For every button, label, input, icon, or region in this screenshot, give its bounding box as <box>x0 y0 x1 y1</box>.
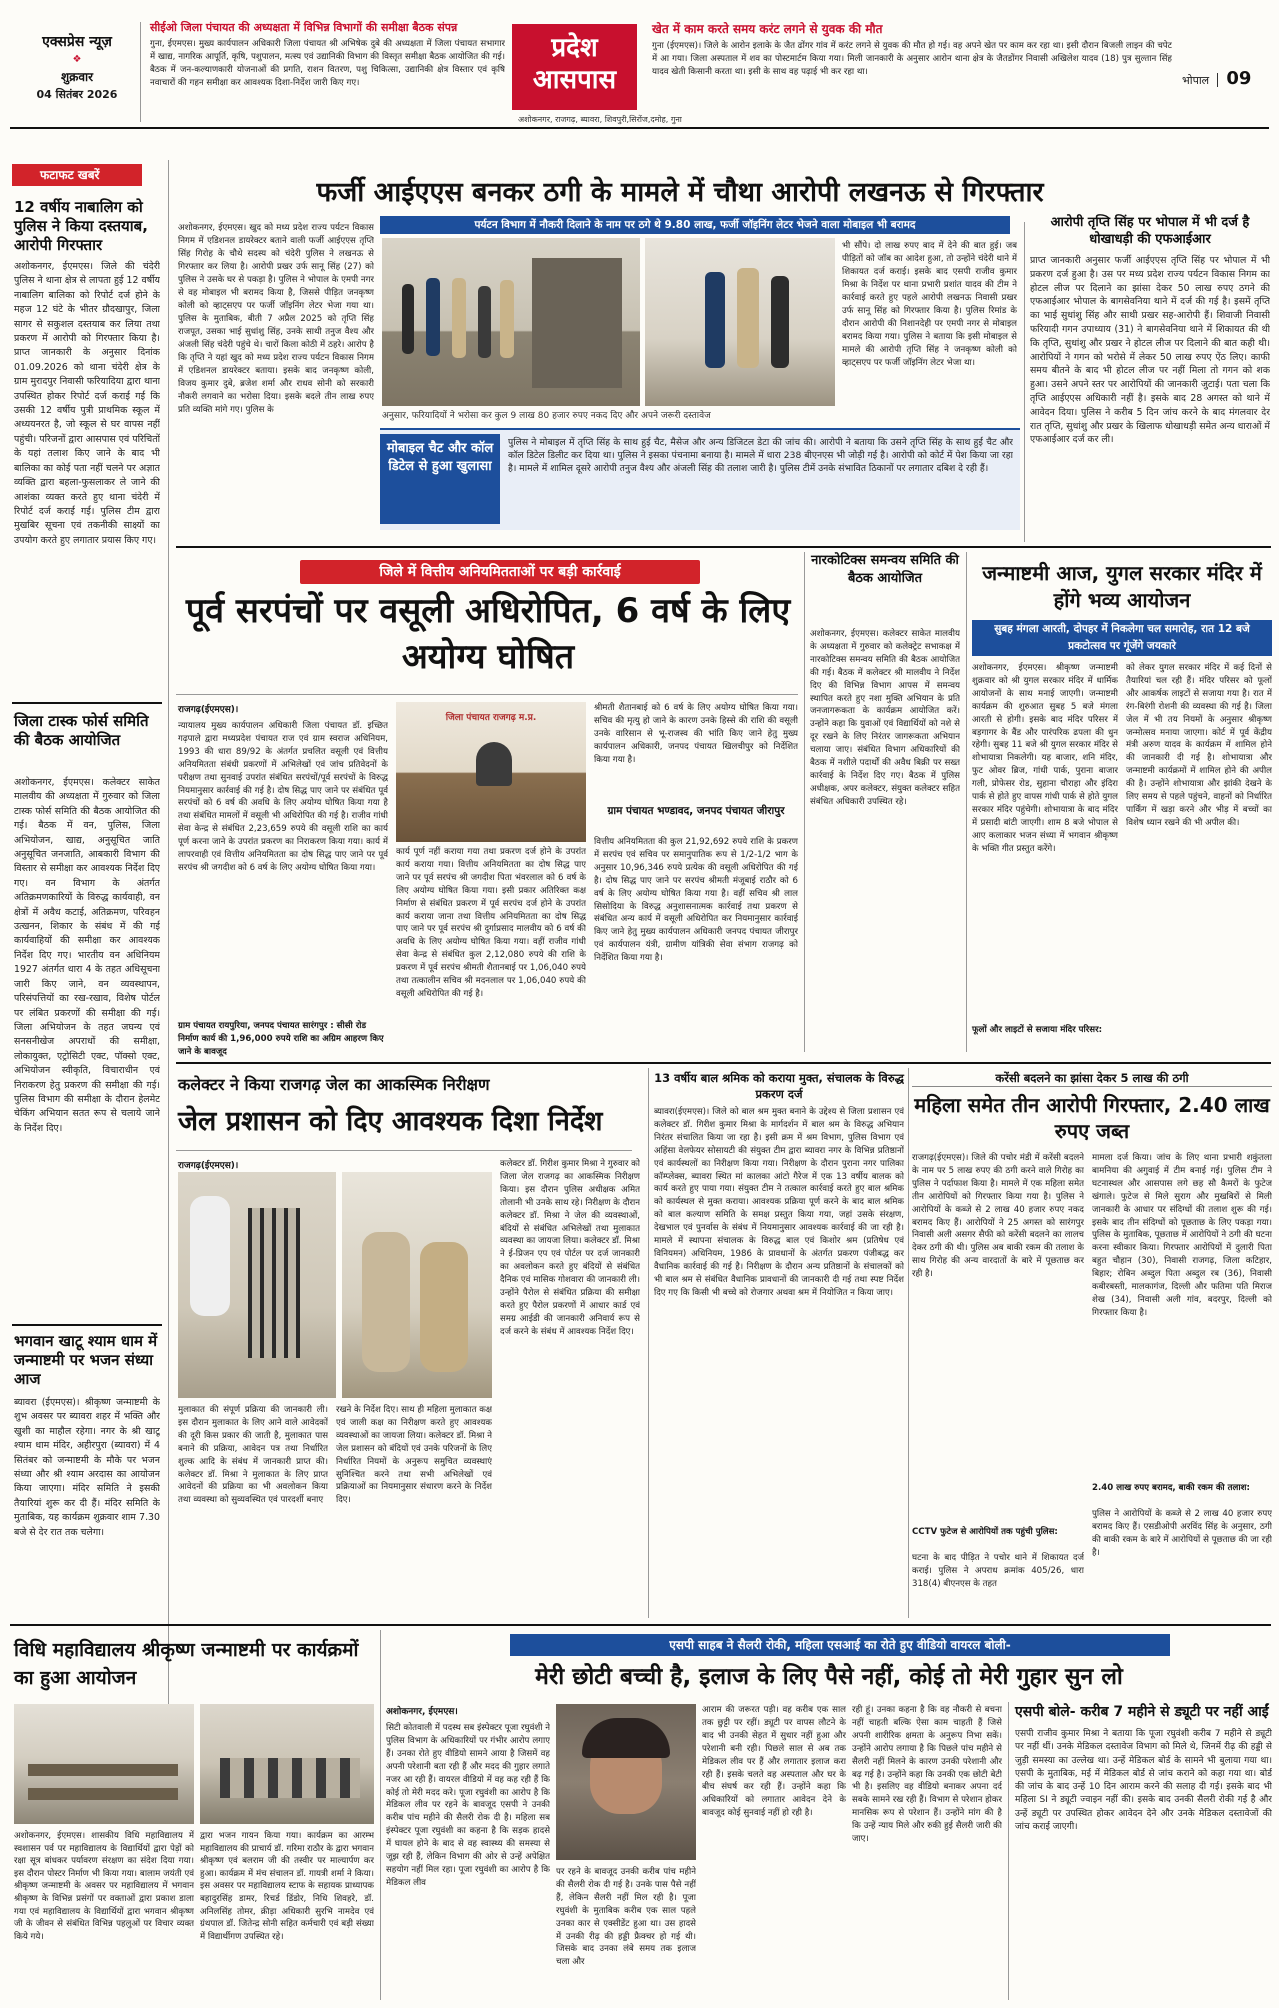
sidebar-story3-text: ब्यावरा (ईएमएस)। श्रीकृष्ण जन्माष्टमी के शुभ अवसर पर ब्यावरा शहर में भक्ति और खुशी का माहौल रहेगा। नगर के श्री खाटू श्याम धाम मंदिर, अहीरपुरा (ब्यावरा) में 4 सितंबर को जन्माष्टमी के मौके पर भजन संध्या और श्री श्याम अरदास का आयोजन किया जाएगा। मंदिर समिति ने इसकी तैयारियां शुरू कर दी हैं। मंदिर समिति के मुताबिक, यह कार्यक्रम शुक्रवार शाम 7.30 बजे से देर रात तक चलेगा। <box>14 1397 160 1538</box>
fraud-col1: राजगढ़(ईएमएस)। जिले की पचोर मंडी में करेंसी बदलने के नाम पर 5 लाख रुपए की ठगी करने वाले गिरोह का पुलिस ने पर्दाफाश किया है। मामले में एक महिला समेत तीन आरोपियों को गिरफ्तार किया गया है। पुलिस ने आरोपियों के कब्जे से 2 लाख 40 हजार रुपए नकद बरामद किए हैं। आरोपियों ने 25 अगस्त को सारंगपुर निवासी अली असगर सैफी को करेंसी बदलने का लालच देकर ठगी की थी। पुलिस अब बाकी रकम की तलाश के साथ गिरोह की अन्य वारदातों के बारे में पूछताछ कर रही है। <box>912 1153 1084 1280</box>
lead-side-text: प्राप्त जानकारी अनुसार फर्जी आईएएस तृप्ति सिंह पर भोपाल में भी प्रकरण दर्ज हुआ है। उस पर मध्य प्रदेश राज्य पर्यटन विकास निगम का होटल लीज पर दिलाने का झांसा देकर 50 लाख रुपए ठगने की एफआईआर भोपाल के बागसेवनिया थाने में दर्ज की गई है। इसमें तृप्ति का भाई सुधांशु सिंह और साथी प्रखर सह-आरोपी हैं। शिवाजी निवासी फरियादी गगन उपाध्याय (31) ने बागसेवनिया थाने में शिकायत की थी कि तृप्ति, सुधांशु और प्रखर ने होटल लीज पर दिलाने की बात कही थी। आरोपियों ने गगन को भरोसे में लेकर 50 लाख रुपए ऐंठ लिए। काफी समय बीतने के बाद भी होटल लीज पर नहीं मिला तो गगन को शक हुआ। उसने अपने स्तर पर आरोपियों की जानकारी जुटाई। पता चला कि तृप्ति आईएएस अधिकारी नहीं है। इसके बाद 28 अगस्त को थाने में आवेदन दिया। पुलिस ने करीब 5 दिन जांच करने के बाद मंगलवार देर रात तृप्ति, सुधांशु और प्रखर के खिलाफ धोखाधड़ी समेत अन्य धाराओं में एफआईआर दर्ज कर ली। <box>1030 255 1270 446</box>
lead-side-head: आरोपी तृप्ति सिंह पर भोपाल में भी दर्ज है धोखाधड़ी की एफआईआर <box>1050 215 1250 247</box>
top-left-brief <box>150 20 505 116</box>
district-list: अशोकनगर, राजगढ़, ब्यावरा, शिवपुरी,सिरोंज,दमोह, गुना <box>518 115 682 124</box>
issue-date: 04 सितंबर 2026 <box>36 88 118 101</box>
viral-box-text: एसपी राजीव कुमार मिश्रा ने बताया कि पूजा रघुवंशी करीब 7 महीने से ड्यूटी पर नहीं थीं। उनके मेडिकल दस्तावेज विभाग को मिले थे, जिनमें रीढ़ की हड्डी से जुड़ी समस्या का उल्लेख था। उन्हें मेडिकल बोर्ड के सामने भी बुलाया गया था। एसपी के मुताबिक, मई में मेडिकल बोर्ड से जांच कराने को कहा गया था। बोर्ड की जांच के बाद उन्हें 10 दिन आराम करने की सलाह दी गई। इसके बाद भी महिला SI ने ड्यूटी ज्वाइन नहीं की। इसके बाद उनकी सैलरी रोकी गई है और उन्हें ड्यूटी पर उपस्थित होकर आवेदन देने और उनके मेडिकल दस्तावेजों की जांच कराई जाएगी। <box>1015 1729 1272 1833</box>
left-sidebar <box>12 164 162 1824</box>
viral-col3: आराम की जरूरत पड़ी। वह करीब एक साल तक छुट्टी पर रहीं। ड्यूटी पर वापस लौटने के बाद भी उनकी सेहत में सुधार नहीं हुआ और परेशानी बनी रही। पिछले साल से अब तक मेडिकल लीव पर हैं और लगातार इलाज करा रही हैं। इसके चलते वह अस्पताल और घर के बीच संघर्ष कर रही हैं। उन्होंने कहा कि अधिकारियों को लगातार आवेदन देने के बावजूद कोई सुनवाई नहीं हो रही है। <box>702 1705 846 1819</box>
law-headline: विधि महाविद्यालय श्रीकृष्ण जन्माष्टमी पर कार्यक्रमों का हुआ आयोजन <box>14 1639 359 1689</box>
top-left-brief-head: सीईओ जिला पंचायत की अध्यक्षता में विभिन्न विभागों की समीक्षा बैठक संपन्न <box>150 21 458 34</box>
lead-strap: पर्यटन विभाग में नौकरी दिलाने के नाम पर ठगे थे 9.80 लाख, फर्जी जॉइनिंग लेटर भेजने वाला मोबाइल भी बरामद <box>380 216 1010 234</box>
viral-col4: रही हूं। उनका कहना है कि वह नौकरी से बचना नहीं चाहती बल्कि ऐसा काम चाहती हैं जिसे अपनी शारीरिक क्षमता के अनुरूप निभा सकें। उन्होंने आरोप लगाया है कि पिछले पांच महीने से सैलरी नहीं मिलने के कारण उनकी परेशानी और बढ़ गई है। उन्होंने कहा कि उनकी एक छोटी बेटी भी है। इसलिए वह वीडियो बनाकर अपना दर्द सबके सामने रख रही हैं। विभाग से परेशान होकर मानसिक रूप से परेशान हैं। उन्होंने मांग की है कि उन्हें न्याय मिले और रुकी हुई सैलरी जारी की जाए। <box>852 1705 1002 1845</box>
jail-col3: रखने के निर्देश दिए। साथ ही महिला मुलाकात कक्ष एवं जाली कक्ष का निरीक्षण करते हुए आवश्यक व्यवस्थाओं का जायजा लिया। कलेक्टर डॉ. मिश्रा ने जेल प्रशासन को बंदियों एवं उनके परिजनों के लिए निर्धारित नियमों के अनुरूप समुचित व्यवस्थाएं सुनिश्चित करने तथा सभी अभिलेखों एवं प्रक्रियाओं का नियमानुसार संधारण करने के निर्देश दिए। <box>336 1405 492 1506</box>
lead-photo <box>382 238 640 406</box>
sarpanch-headline: पूर्व सरपंचों पर वसूली अधिरोपित, 6 वर्ष के लिए अयोग्य घोषित <box>185 591 791 677</box>
top-right-brief-text: गुना (ईएमएस)। जिले के आरोन इलाके के जैत ढोंगर गांव में करंट लगने से युवक की मौत हो गई। वह अपने खेत पर काम कर रहा था। इसी दौरान बिजली लाइन की चपेट में आ गया। जिला अस्पताल में शव का पोस्टमार्टम किया गया। मिली जानकारी के अनुसार आरोन थाना क्षेत्र के जैतडोंगर निवासी अखिलेश यादव (18) पुत्र सुल्तान सिंह यादव खेती किसानी करता था। इसी के साथ वह पढ़ाई भी कर रहा था। <box>652 41 1172 77</box>
top-right-brief <box>652 20 1172 118</box>
viral-dateline: अशोकनगर, ईएमएस। <box>386 1707 458 1717</box>
masthead <box>0 0 1279 128</box>
law-photo-2 <box>200 1704 374 1824</box>
sarpanch-col3: श्रीमती शैतानबाई को 6 वर्ष के लिए अयोग्य घोषित किया गया। सचिव की मृत्यु हो जाने के कारण उनके हिस्से की राशि की वसूली उनके वारिसान से भू-राजस्व की भांति किए जाने हेतु मुख्य कार्यपालन अधिकारी, जनपद पंचायत खिलचीपुर को निर्देशित किया गया है। <box>594 703 798 765</box>
sarpanch-kicker: जिले में वित्तीय अनियमितताओं पर बड़ी कार्रवाई <box>300 560 700 584</box>
lead-photo-2 <box>645 238 835 406</box>
viral-col1: सिटी कोतवाली में पदस्थ सब इंस्पेक्टर पूजा रघुवंशी ने पुलिस विभाग के अधिकारियों पर गंभीर आरोप लगाए हैं। उनका रोते हुए वीडियो सामने आया है जिसमें वह अपनी परेशानी बता रही हैं और मदद की गुहार लगाते नजर आ रही हैं। वायरल वीडियो में वह कह रही हैं कि कोई तो मेरी मदद करे। पूजा रघुवंशी का आरोप है कि मेडिकल लीव पर रहने के बावजूद एसपी ने उनकी करीब पांच महीने की सैलरी रोक दी है। महिला सब इंस्पेक्टर पूजा रघुवंशी का कहना है कि सड़क हादसे में घायल होने के बाद से वह स्वास्थ्य की समस्या से जूझ रही हैं, लेकिन विभाग की ओर से उन्हें अपेक्षित सहयोग नहीं मिल रहा। पूजा रघुवंशी का आरोप है कि मेडिकल लीव <box>386 1723 550 1888</box>
lead-box-label: मोबाइल चैट और कॉल डिटेल से हुआ खुलासा <box>380 434 500 524</box>
janmashtami-text2: को लेकर युगल सरकार मंदिर में कई दिनों से तैयारियां चल रही हैं। मंदिर परिसर को फूलों और आकर्षक लाइटों से सजाया गया है। रात में रंग-बिरंगी रोशनी की व्यवस्था की गई है। जिला जेल में भी तय नियमों के अनुसार श्रीकृष्ण जन्मोत्सव मनाया जाएगा। कोर्ट में पूर्व केंद्रीय मंत्री अरुण यादव के कार्यक्रम में शामिल होने की जानकारी दी गई है। शोभायात्रा और जन्माष्टमी कार्यक्रमों में शामिल होने की अपील की है। उन्होंने शोभायात्रा और झांकी देखने के लिए समय से पहले पहुंचने, वाहनों को निर्धारित पार्किंग में खड़ा करने और भीड़ में बच्चों का विशेष ध्यान रखने की भी अपील की। <box>1126 663 1272 828</box>
sidebar-story2-head: जिला टास्क फोर्स समिति की बैठक आयोजित <box>14 712 149 749</box>
jail-photo-2 <box>342 1172 492 1398</box>
section-title-line1: प्रदेश <box>551 33 598 63</box>
law-col2: द्वारा भजन गायन किया गया। कार्यक्रम का आरम्भ महाविद्यालय की प्राचार्य डॉ. गरिमा राठौर के द्वारा भगवान श्रीकृष्ण एवं बलराम जी की तस्वीर पर माल्यार्पण कर हुआ। कार्यक्रम में मंच संचालन डॉ. गायत्री शर्मा ने किया। इस अवसर पर महाविद्यालय स्टाफ के सहायक प्राध्यापक बहादुरसिंह डामर, रिचर्ड डिंडोर, निधि शिवहरे, डॉ. अनिलसिंह तोमर, क्रीड़ा अधिकारी सुरभि नामदेव एवं ग्रंथपाल डॉ. जितेन्द्र सोनी सहित कर्मचारी एवं बड़ी संख्या में विद्यार्थीगण उपस्थित रहे। <box>200 1831 374 1942</box>
sarpanch-col1: न्यायालय मुख्य कार्यपालन अधिकारी जिला पंचायत डॉ. इच्छित गढ़पाले द्वारा मध्यप्रदेश पंचायत राज एवं ग्राम स्वराज अधिनियम, 1993 की धारा 89/92 के अंतर्गत प्रचलित वसूली एवं वित्तीय अनियमितता संबंधी प्रकरणों में अभिलेखों एवं जांच प्रतिवेदनों के परीक्षण तथा सुनवाई उपरांत संबंधित सरपंचों/पूर्व सरपंचों के विरुद्ध नियमानुसार कार्रवाई की गई है। दोष सिद्ध पाए जाने पर संबंधित पूर्व सरपंचों को 6 वर्ष की अवधि के लिए अयोग्य घोषित किया गया है तथा संबंधित मामलों में वसूली भी अधिरोपित की गई है। राजीव गांधी सेवा केन्द्र से संबंधित 2,23,659 रुपये की वसूली राशि का कार्य पूर्ण करना जाने के उपरांत प्रकरण का निराकरण किया गया। कार्य में लापरवाही एवं वित्तीय अनियमितता का दोष सिद्ध पाए जाने पर पूर्व सरपंच श्री जगदीश को 6 वर्ष के लिए अयोग्य घोषित किया गया। <box>178 721 388 873</box>
viral-photo <box>556 1704 696 1860</box>
law-photo <box>14 1704 194 1824</box>
lead-headline: फर्जी आईएएस बनकर ठगी के मामले में चौथा आरोपी लखनऊ से गिरफ्तार <box>316 177 1044 208</box>
viral-col2: पर रहने के बावजूद उनकी करीब पांच महीने की सैलरी रोक दी गई है। उनके पास पैसे नहीं हैं, लेकिन सैलरी नहीं मिल रही है। पूजा रघुवंशी के मुताबिक करीब एक साल पहले उनका कार से एक्सीडेंट हुआ था। उस हादसे में उनकी रीढ़ की हड्डी फ्रैक्चर हो गई थी। जिसके बाद उनका लंबे समय तक इलाज चला और <box>556 1867 696 1968</box>
fraud-headline: महिला समेत तीन आरोपी गिरफ्तार, 2.40 लाख रुपए जब्त <box>914 1093 1270 1143</box>
law-col1: अशोकनगर, ईएमएस। शासकीय विधि महाविद्यालय में स्वशासन पर्व पर महाविद्यालय के विद्यार्थियों द्वारा पेड़ों को रक्षा सूत्र बांधकर पर्यावरण संरक्षण का संदेश दिया गया। इस दौरान पोस्टर निर्माण भी किया गया। बालाम जयंती एवं श्रीकृष्ण जन्माष्टमी के अवसर पर महाविद्यालय में भगवान श्रीकृष्ण के विभिन्न प्रसंगों पर वक्ताओं द्वारा प्रकाश डाला गया एवं महाविद्यालय के विद्यार्थियों द्वारा भगवान श्रीकृष्ण जी के जीवन से संबंधित विभिन्न पहलुओं पर विचार व्यक्त किये गये। <box>14 1831 194 1942</box>
sarpanch-dateline: राजगढ़(ईएमएस)। <box>178 705 239 715</box>
fraud-sub2: 2.40 लाख रुपए बरामद, बाकी रकम की तलाश: <box>1092 1483 1250 1493</box>
jail-col1: कलेक्टर डॉ. गिरीश कुमार मिश्रा ने गुरुवार को जिला जेल राजगढ़ का आकस्मिक निरीक्षण किया। इस दौरान पुलिस अधीक्षक अमित तोलानी भी उनके साथ रहे। निरीक्षण के दौरान कलेक्टर डॉ. मिश्रा ने जेल की व्यवस्थाओं, बंदियों से संबंधित अभिलेखों तथा मुलाकात व्यवस्था का जायजा लिया। कलेक्टर डॉ. मिश्रा ने ई-प्रिजन एप एवं पोर्टल पर दर्ज जानकारी का अवलोकन करते हुए बंदियों से संबंधित दैनिक एवं मासिक गोशवारा की जानकारी ली। उन्होंने पैरोल से संबंधित प्रक्रिया की समीक्षा करते हुए पैरोल प्रकरणों में आधार कार्ड एवं समग्र आईडी की जानकारी अनिवार्य रूप से दर्ज करने के संबंध में आवश्यक निर्देश दिए। <box>500 1159 640 1337</box>
sarpanch-panchayat1: ग्राम पंचायत रायपुरिया, जनपद पंचायत सारंगपुर : सीसी रोड निर्माण कार्य की 1,96,000 रुपये राशि का अग्रिम आहरण किए जाने के बावजूद <box>178 1021 384 1057</box>
sidebar-label: फटाफट खबरें <box>12 164 142 186</box>
city-name: भोपाल <box>1182 74 1210 87</box>
lead-box-text: पुलिस ने मोबाइल में तृप्ति सिंह के साथ हुई चैट, मैसेज और अन्य डिजिटल डेटा की जांच की। आरोपी ने बताया कि उसने तृप्ति सिंह के साथ हुई चैट और कॉल डिटेल डिलीट कर दिया था। पुलिस ने इसका पंचनामा बनाया है। मामले में धारा 238 बीएनएस भी जोड़ी गई है। आरोपी को कोर्ट में पेश किया जा रहा है। मामले में शामिल दूसरे आरोपी तनुज वैश्य और अंजली सिंह की तलाश जारी है। पुलिस टीमें उनके संभावित ठिकानों पर लगातार दबिश दे रही हैं। <box>508 437 1013 475</box>
narcotics-text: अशोकनगर, ईएमएस। कलेक्टर साकेत मालवीय के अध्यक्षता में गुरुवार को कलेक्ट्रेट सभाकक्ष में नारकोटिक्स समन्वय समिति की बैठक आयोजित की गई। बैठक में कलेक्टर श्री मालवीय ने निर्देश दिए की विभिन्न विभाग आपस में समन्वय स्थापित करते हुए नशा मुक्ति अभियान के प्रति जनजागरूकता के कार्यक्रम आयोजित करें। उन्होंने कहा कि युवाओं एवं विद्यार्थियों को नशे से दूर रखने के लिए निरंतर जागरूकता अभियान चलाया जाए। संबंधित विभाग अधिकारियों की बैठक में नशीले पदार्थों की अवैध बिक्री पर सख्त कार्रवाई के निर्देश दिए गए। बैठक में पुलिस अधीक्षक, अपर कलेक्टर, संयुक्त कलेक्टर सहित संबंधित अधिकारी उपस्थित रहे। <box>810 629 960 807</box>
top-left-brief-text: गुना, ईएमएस। मुख्य कार्यपालन अधिकारी जिला पंचायत श्री अभिषेक दुबे की अध्यक्षता में जिला पंचायत सभागार में खाद्य, नागरिक आपूर्ति, कृषि, पशुपालन, मत्स्य एवं उद्यानिकी विभाग की विस्तृत समीक्षा बैठक आयोजित की गई। बैठक में जन-कल्याणकारी योजनाओं की प्रगति, राशन वितरण, पशु चिकित्सा, उद्यानिकी क्षेत्र विस्तार एवं कृषि नवाचारों की गहन समीक्षा कर आवश्यक दिशा-निर्देश जारी किए गए। <box>150 39 505 88</box>
janmashtami-headline: जन्माष्टमी आज, युगल सरकार मंदिर में होंगे भव्य आयोजन <box>982 561 1262 612</box>
section-title-line2: आसपास <box>532 65 617 95</box>
jail-kicker: कलेक्टर ने किया राजगढ़ जेल का आकस्मिक निरीक्षण <box>178 1075 490 1094</box>
sidebar-story3-head: भगवान खाटू श्याम धाम में जन्माष्टमी पर भजन संध्या आज <box>14 1332 158 1388</box>
janmashtami-strap: सुबह मंगला आरती, दोपहर में निकलेगा चल समारोह, रात 12 बजे प्रकटोत्सव पर गूंजेंगे जयकारे <box>972 620 1272 656</box>
jail-col2: मुलाकात की संपूर्ण प्रक्रिया की जानकारी ली। इस दौरान मुलाकात के लिए आने वाले आवेदकों की दूरी किस प्रकार की जाती है, मुलाकात पास बनाने की प्रक्रिया, आवेदन पत्र तथा निर्धारित शुल्क आदि के संबंध में जानकारी प्राप्त की। कलेक्टर डॉ. मिश्रा ने मुलाकात के लिए प्राप्त आवेदनों की प्रक्रिया का भी अवलोकन किया तथा व्यवस्था को सुव्यवस्थित एवं पारदर्शी बनाए <box>178 1405 328 1506</box>
child-text: ब्यावरा(ईएमएस)। जिले को बाल श्रम मुक्त बनाने के उद्देश्य से जिला प्रशासन एवं कलेक्टर डॉ. गिरीश कुमार मिश्रा के मार्गदर्शन में बाल श्रम के विरुद्ध अभियान निरंतर संचालित किया जा रहा है। इसी क्रम में श्रम विभाग, पुलिस विभाग एवं अहिंसा वेलफेयर सोसायटी की संयुक्त टीम द्वारा ब्यावरा नगर के विभिन्न प्रतिष्ठानों एवं कार्यस्थलों का निरीक्षण किया गया। निरीक्षण के दौरान पुराना नगर पालिका कॉम्प्लेक्स, ब्यावरा स्थित मां कालका आंटो गैरेज में एक 13 वर्षीय बालक को कार्य करते हुए पाया गया। संयुक्त टीम ने तत्काल कार्रवाई करते हुए बाल श्रमिक को कार्यस्थल से मुक्त कराया। आवश्यक प्रक्रिया पूर्ण करने के बाद बाल श्रमिक को बाल कल्याण समिति के समक्ष प्रस्तुत किया गया, जहां उसके संरक्षण, देखभाल एवं पुनर्वास के संबंध में नियमानुसार आवश्यक कार्रवाई की जा रही है। मामले में स्थापना संचालक के विरुद्ध बाल एवं किशोर श्रम (प्रतिषेध एवं विनियमन) अधिनियम, 1986 के प्रावधानों के अंतर्गत प्रकरण पंजीबद्ध कर वैधानिक कार्रवाई की गई है। निरीक्षण के दौरान अन्य प्रतिष्ठानों के संचालकों को भी बाल श्रम से संबंधित वैधानिक प्रावधानों की जानकारी दी गई तथा स्पष्ट निर्देश दिए गए कि किसी भी बच्चे को रोजगार अथवा श्रम में नियोजित न किया जाए। <box>654 1107 904 1298</box>
sidebar-story1-text: अशोकनगर, ईएमएस। जिले की चंदेरी पुलिस ने थाना क्षेत्र से लापता हुई 12 वर्षीय नाबालिग बालिका को रिपोर्ट दर्ज होने के महज 12 घंटे के भीतर ग्रौदखापुर, जिला सागर से सकुशल दस्तयाब कर लिया तथा प्रकरण में आरोपी को गिरफ्तार किया है। प्राप्त जानकारी के अनुसार दिनांक 01.09.2026 को थाना चंदेरी क्षेत्र के ग्राम मुरादपुर निवासी फरियादिया द्वारा थाना उपस्थित होकर रिपोर्ट दर्ज कराई गई कि उसकी 12 वर्षीय पुत्री प्राथमिक स्कूल में अध्ययनरत है, जो स्कूल से घर वापस नहीं पहुंची। परिजनों द्वारा आसपास एवं परिचितों के यहां तलाश किए जाने के बाद भी बालिका का कोई पता नहीं चलने पर अज्ञात व्यक्ति द्वारा बहला-फुसलाकर ले जाने की आशंका व्यक्त करते हुए थाना चंदेरी में रिपोर्ट दर्ज कराई गई। पुलिस टीम द्वारा मुखबिर सूचना एवं तकनीकी साक्ष्यों का उपयोग करते हुए लगातार प्रयास किए गए। <box>14 261 160 546</box>
top-right-brief-head: खेत में काम करते समय करंट लगने से युवक की मौत <box>652 22 883 36</box>
sarpanch-photo-sign: जिला पंचायत राजगढ़ म.प्र. <box>445 713 537 723</box>
ornament-icon: ❖ <box>72 54 82 65</box>
janmashtami-sub: फूलों और लाइटों से सजाया मंदिर परिसर: <box>972 1025 1103 1035</box>
sarpanch-photo <box>396 702 586 842</box>
fraud-sub-text: घटना के बाद पीड़ित ने पचोर थाने में शिकायत दर्ज कराई। पुलिस ने अपराध क्रमांक 405/26, धारा 318(4) बीएनएस के तहत <box>912 1553 1084 1589</box>
lead-photo-caption: अनुसार, फरियादियों ने भरोसा कर कुल 9 लाख 80 हजार रुपए नकद दिए और अपने जरूरी दस्तावेज <box>382 411 711 421</box>
fraud-col2: मामला दर्ज किया। जांच के लिए थाना प्रभारी शकुंतला बामनिया की अगुवाई में टीम बनाई गई। पुलिस टीम ने घटनास्थल और आसपास लगे छह सौ कैमरों के फुटेज खंगाले। फुटेज से मिले सुराग और मुखबिरों से मिली जानकारी के आधार पर संदिग्धों की तलाश शुरू की गई। इसके बाद तीन संदिग्धों को पूछताछ के लिए पकड़ा गया। पुलिस के मुताबिक, पूछताछ में आरोपियों ने ठगी की घटना करना स्वीकार किया। गिरफ्तार आरोपियों में दुलारी पिता बहुत चौहान (30), निवासी राजगढ़, जिला कटिहार, बिहार; रोबिन अब्दुल पिता अब्दुल रब (36), निवासी कबीरबस्ती, मालकागंज, दिल्ली और फतिमा पति मिराज शेख (34), निवासी अली गांव, बदरपुर, दिल्ली को गिरफ्तार किया है। <box>1092 1153 1272 1318</box>
page-number: 09 <box>1226 68 1252 89</box>
paper-brand <box>22 32 132 102</box>
child-headline: 13 वर्षीय बाल श्रमिक को कराया मुक्त, संचालक के विरुद्ध प्रकरण दर्ज <box>654 1071 904 1101</box>
narcotics-headline: नारकोटिक्स समन्वय समिति की बैठक आयोजित <box>811 553 959 586</box>
sidebar-story2-text: अशोकनगर, ईएमएस। कलेक्टर साकेत मालवीय की अध्यक्षता में गुरुवार को जिला टास्क फोर्स समिति की बैठक आयोजित की गई। बैठक में वन, पुलिस, जिला अभियोजन, खाद्य, अनुसूचित जाति अनुसूचित जनजाति, आबकारी विभाग की विस्तार से समीक्षा कर आवश्यक निर्देश दिए गए। वन विभाग के अंतर्गत अतिक्रमणकारियों के विरुद्ध कार्यवाही, वन क्षेत्रों में अवैध कटाई, अतिक्रमण, परिवहन उत्खनन, शिकार के संबंध में की गई कार्यवाहियों की समीक्षा कर आवश्यक निर्देश दिए गए। भारतीय वन अधिनियम 1927 अंतर्गत धारा 4 के तहत अधिसूचना जारी किए जाने, वन व्यवस्थापन, परिसंपत्तियों का रख-रखाव, विशेष पोर्टल पर लंबित प्रकरणों की समीक्षा की गई। जिला अभियोजन के तहत जघन्य एवं सनसनीखेज अपराधों की समीक्षा, लोकायुक्त, एट्रोसिटी एक्ट, पॉक्सो एक्ट, अभियोजन स्वीकृति, विचाराधीन एवं निराकरण हेतु प्रकरण की समीक्षा की गई। पुलिस विभाग की समीक्षा के दौरान हेलमेट चेकिंग अभियान सतत रूप से चलाये जाने के निर्देश दिए। <box>14 777 160 1134</box>
sarpanch-col3b: वित्तीय अनियमितता की कुल 21,92,692 रुपये राशि के प्रकरण में सरपंच एवं सचिव पर समानुपातिक रूप से 1/2-1/2 भाग के अनुसार 10,96,346 रुपये प्रत्येक की वसूली अधिरोपित की गई है। दोष सिद्ध पाए जाने पर सरपंच श्रीमती मंजूबाई राठौर को 6 वर्ष के लिए अयोग्य घोषित किया गया है। वहीं सचिव श्री लाल सिसोदिया के विरुद्ध अनुशासनात्मक कार्रवाई तथा प्रकरण से संबंधित अन्य कार्य में वसूली अधिरोपित कर नियमानुसार कार्रवाई किए जाने हेतु मुख्य कार्यपालन अधिकारी जनपद पंचायत जीरापुर एवं कार्यपालन यंत्री, ग्रामीण यांत्रिकी सेवा संभाग राजगढ़ को निर्देशित किया गया है। <box>594 837 798 964</box>
sarpanch-sub2: ग्राम पंचायत भण्डावद, जनपद पंचायत जीरापुर <box>607 805 785 817</box>
section-banner <box>512 24 637 110</box>
sarpanch-col2: कार्य पूर्ण नहीं कराया गया तथा प्रकरण दर्ज होने के उपरांत कार्य कराया गया। वित्तीय अनियमितता का दोष सिद्ध पाए जाने पर पूर्व सरपंच श्री जगदीश पिता भंवरलाल को 6 वर्ष के लिए अयोग्य घोषित किया गया। इसी प्रकार अतिरिक्त कक्ष निर्माण से संबंधित प्रकरण में पूर्व सरपंच दर्ज होने के उपरांत कार्य कराया जाना तथा वित्तीय अनियमितता का दोष सिद्ध पाए जाने पर पूर्व सरपंच श्री दुर्गाप्रसाद मालवीय को 6 वर्ष की अवधि के लिए अयोग्य घोषित किया गया। वहीं राजीव गांधी सेवा केन्द्र से संबंधित कुल 2,12,080 रुपये की राशि के प्रकरण में पूर्व सरपंच श्रीमती शैतानबाई पर 1,06,040 रुपये तथा तत्कालीन सचिव श्री मदनलाल पर 1,06,040 रुपये की वसूली अधिरोपित की गई है। <box>396 847 586 999</box>
fraud-sub2-text: पुलिस ने आरोपियों के कब्जे से 2 लाख 40 हजार रुपए बरामद किए हैं। एसडीओपी अरविंद सिंह के अनुसार, ठगी की बाकी रकम के बारे में आरोपियों से पूछताछ की जा रही है। <box>1092 1509 1272 1558</box>
jail-photo <box>178 1172 336 1398</box>
viral-box <box>1008 1702 1272 2000</box>
fraud-sub: CCTV फुटेज से आरोपियों तक पहुंची पुलिस: <box>912 1527 1058 1537</box>
jail-headline: जेल प्रशासन को दिए आवश्यक दिशा निर्देश <box>178 1106 603 1137</box>
janmashtami-text1: अशोकनगर, ईएमएस। श्रीकृष्ण जन्माष्टमी शुक्रवार को श्री युगल सरकार मंदिर में धार्मिक आयोजनों के साथ मनाई जाएगी। जन्माष्टमी कार्यक्रम की शुरुआत सुबह 5 बजे मंगला आरती से होगी। इसके बाद मंदिर परिसर में बड़गागर के बैंड और पारंपरिक ढपला की धुन रहेगी। सुबह 11 बजे श्री युगल सरकार मंदिर से शोभायात्रा निकलेगी। यह बाजार, शनि मंदिर, फुट ओवर ब्रिज, गांधी पार्क, पुराना बाजार गली, प्रोफेसर रोड, सुहाना चौराहा और इंदिरा पार्क से होते हुए वापस गांधी पार्क से होते युगल सरकार मंदिर पहुंचेगी। शोभायात्रा के बाद मंदिर में प्रसादी बांटी जाएगी। शाम 8 बजे भोपाल से आए कलाकार भजन संध्या में भगवान श्रीकृष्ण के भक्ति गीत प्रस्तुत करेंगे। <box>972 663 1118 854</box>
viral-headline: मेरी छोटी बच्ची है, इलाज के लिए पैसे नहीं, कोई तो मेरी गुहार सुन लो <box>535 1664 1123 1690</box>
jail-dateline: राजगढ़(ईएमएस)। <box>178 1161 239 1171</box>
lead-box <box>380 428 1020 530</box>
viral-kicker: एसपी साहब ने सैलरी रोकी, महिला एसआई का रोते हुए वीडियो वायरल बोली- <box>510 1634 1170 1656</box>
paper-name: एक्सप्रेस न्यूज़ <box>42 34 112 50</box>
page-meta <box>1182 68 1272 89</box>
fraud-kicker: करेंसी बदलने का झांसा देकर 5 लाख की ठगी <box>912 1070 1272 1087</box>
sidebar-story1-head: 12 वर्षीय नाबालिग को पुलिस ने किया दस्तयाब, आरोपी गिरफ्तार <box>14 198 148 254</box>
issue-day: शुक्रवार <box>60 70 94 84</box>
lead-col1: अशोकनगर, ईएमएस। खुद को मध्य प्रदेश राज्य पर्यटन विकास निगम में एडिशनल डायरेक्टर बताने वाली फर्जी आईएएस तृप्ति सिंह गिरोह के चौथे सदस्य को चंदेरी पुलिस ने लखनऊ से गिरफ्तार कर लिया है। आरोपी प्रखर उर्फ सानू सिंह (27) को पुलिस ने उसके घर से पकड़ा है। पुलिस ने भोपाल के एमपी नगर से वह मोबाइल भी बरामद किया है, जिससे पीड़ित जनकृष्ण कोली को व्हाट्सएप पर फर्जी जॉइनिंग लेटर भेजा गया था। पुलिस के मुताबिक, बीती 7 अप्रैल 2025 को तृप्ति सिंह राजपूत, उसका भाई सुधांशु सिंह, उनके साथी तनुज वैश्य और अंजली सिंह चंदेरी पहुंचे थे। चारों किला कोठी में ठहरे। आरोप है कि तृप्ति ने यहां खुद को मध्य प्रदेश राज्य पर्यटन विकास निगम में एडिशनल डायरेक्टर बताया। इसके बाद जनकृष्ण कोली, विजय कुमार दुबे, ब्रजेश शर्मा और राधव सोनी को सरकारी नौकरी लगवाने का भरोसा दिया। इसके बदले तीन लाख रुपए प्रति व्यक्ति मांगे गए। पुलिस के <box>178 223 374 415</box>
viral-box-head: एसपी बोले- करीब 7 महीने से ड्यूटी पर नहीं आईं <box>1015 1704 1269 1720</box>
lead-col2: भी सौंपे। दो लाख रुपए बाद में देने की बात हुई। जब पीड़ितों को जॉब का आदेश हुआ, तो उन्होंने चंदेरी थाने में शिकायत दर्ज कराई। इसके बाद एसपी राजीव कुमार मिश्रा के निर्देश पर थाना प्रभारी प्रशांत यादव की टीम ने कार्रवाई करते हुए पहले आरोपी लखनऊ निवासी प्रखर उर्फ सानू सिंह को गिरफ्तार किया है। पुलिस रिमांड के दौरान आरोपी की निशानदेही पर एमपी नगर से मोबाइल बरामद किया गया। पुलिस ने बताया कि इसी मोबाइल से मामले की आरोपी तृप्ति सिंह ने जनकृष्ण कोली को व्हाट्सएप पर फर्जी जॉइनिंग लेटर भेजा था। <box>842 241 1017 368</box>
